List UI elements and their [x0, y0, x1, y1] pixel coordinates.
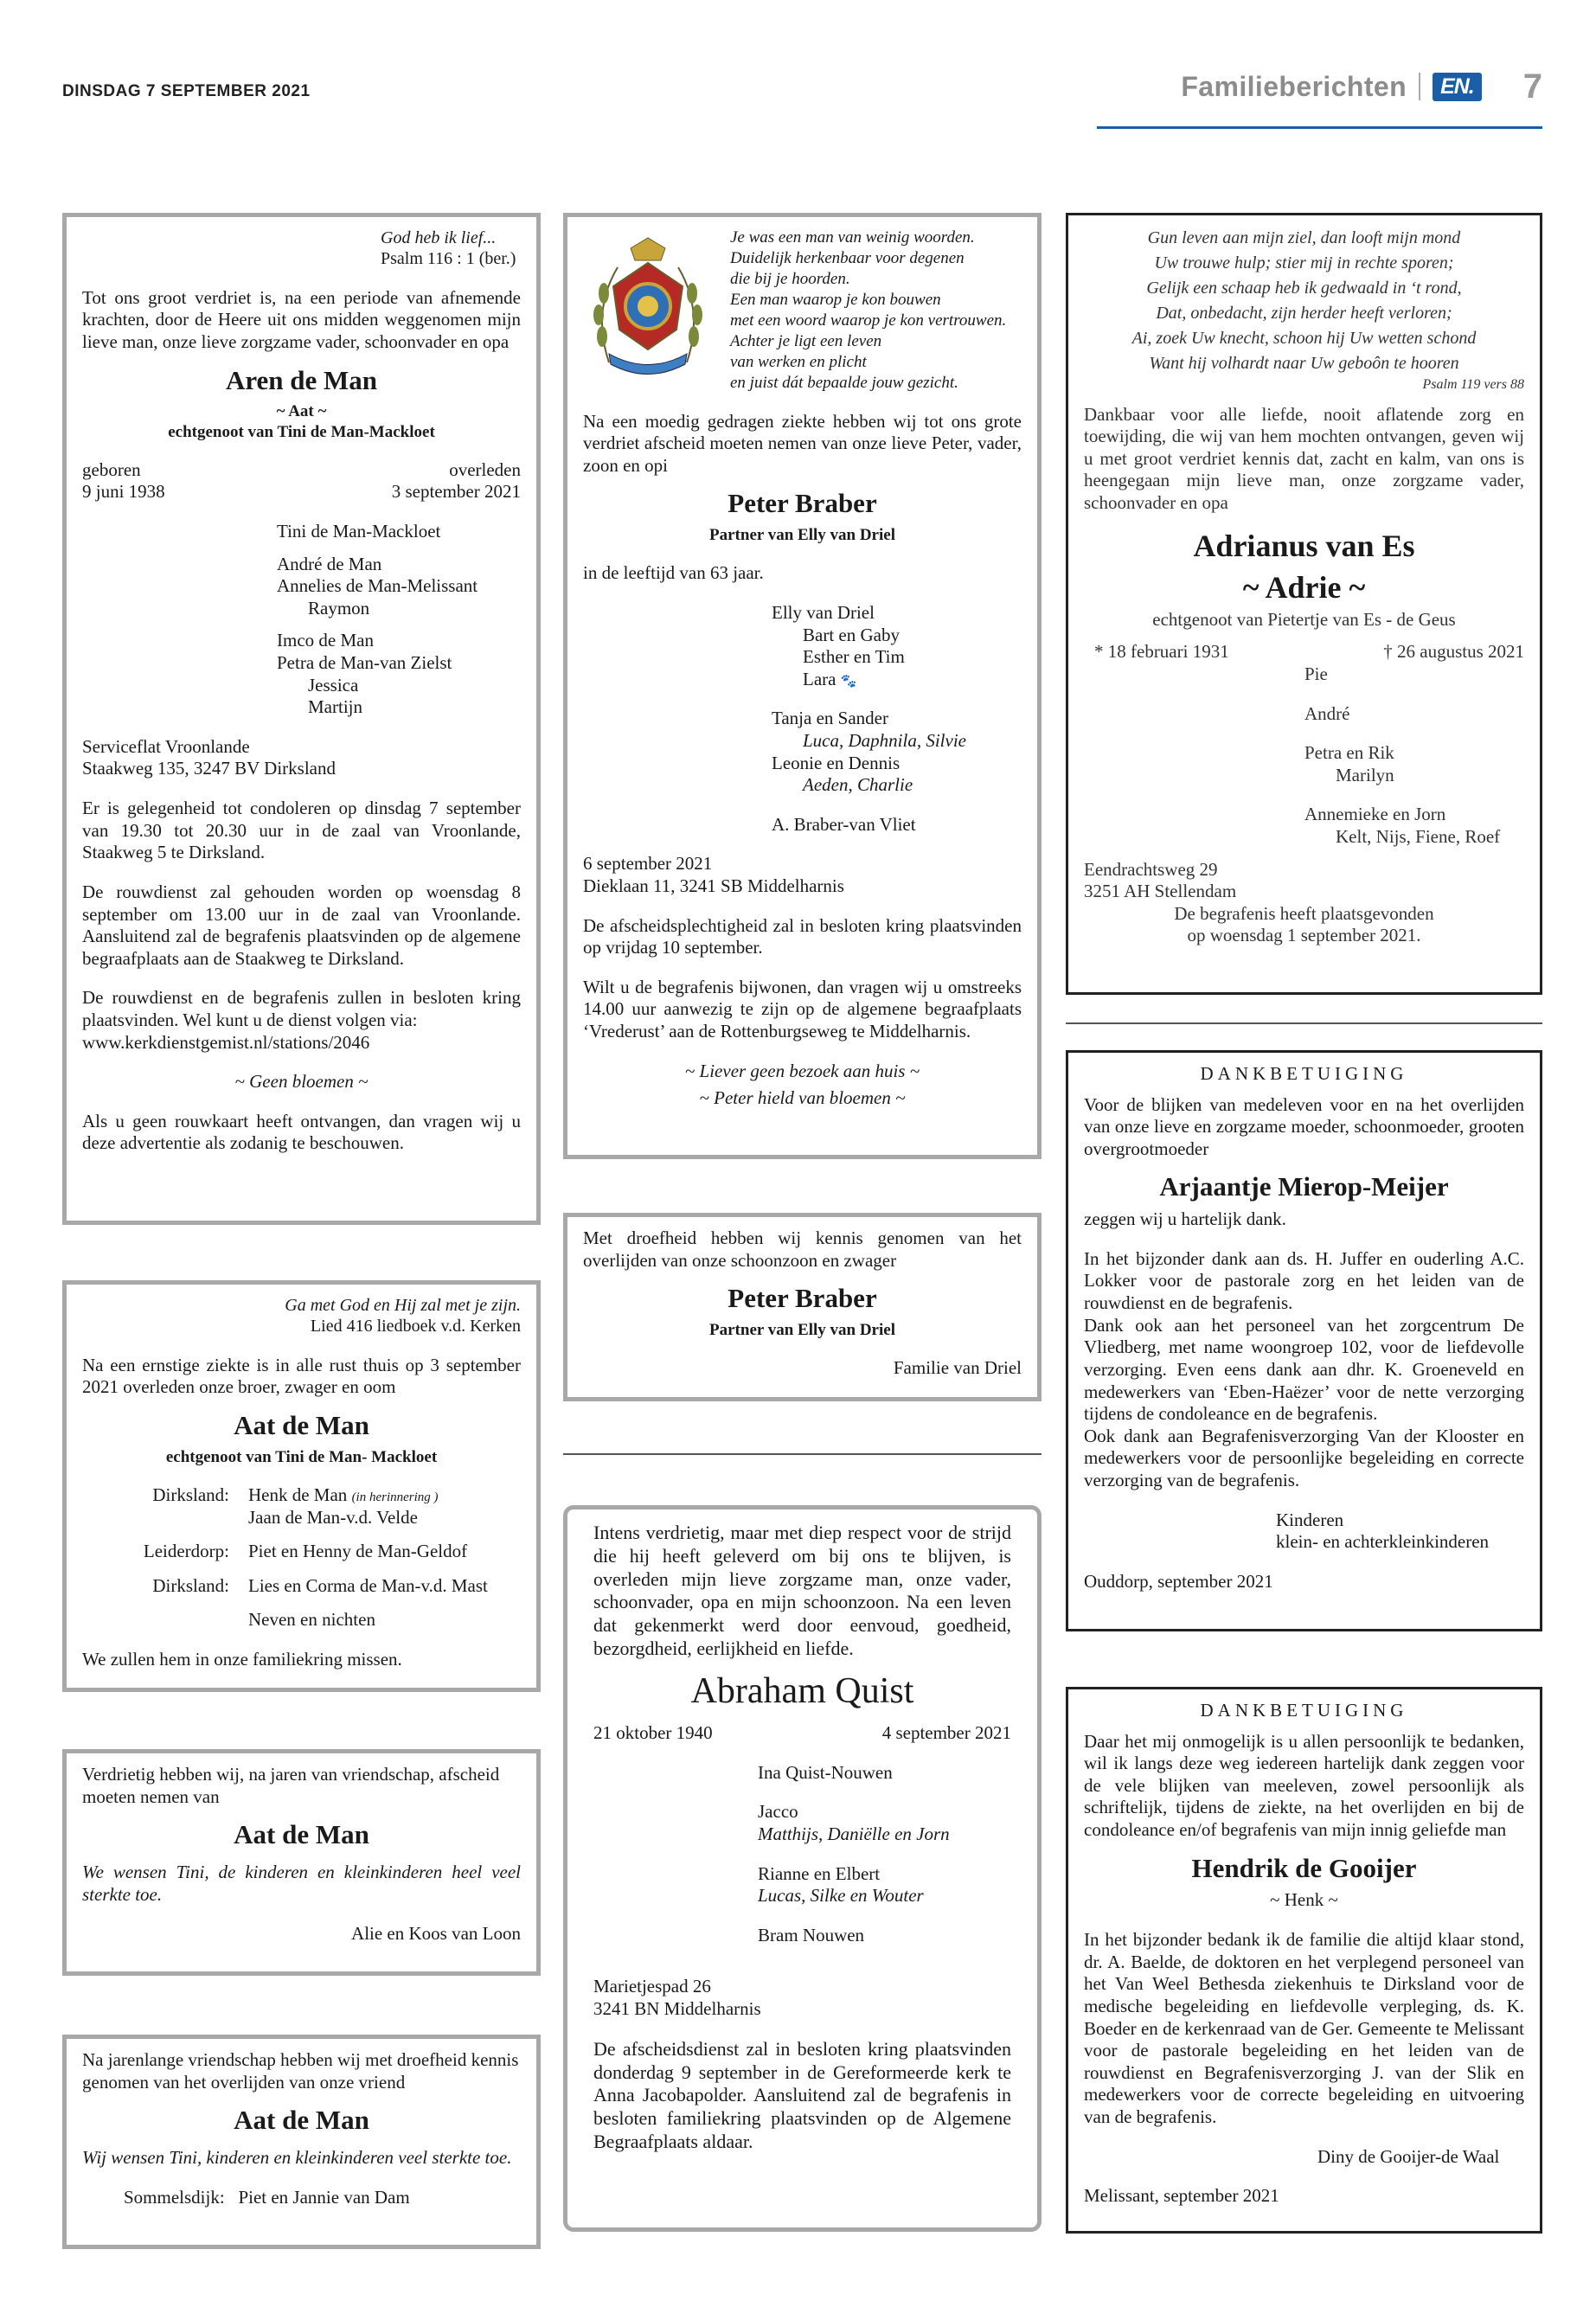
poem-line: Ga met God en Hij zal met je zijn.	[285, 1296, 521, 1315]
family-member: Annemieke en Jorn	[1304, 804, 1446, 825]
header-rule	[1097, 126, 1542, 129]
address-line: Eendrachtsweg 29	[1084, 858, 1218, 880]
family-member: Rianne en Elbert	[758, 1862, 881, 1884]
family-member: Tini de Man-Mackloet	[277, 520, 441, 542]
psalm-line: Want hij volhardt naar Uw geboôn te hooren	[1149, 354, 1459, 373]
ad-abraham-quist	[563, 1505, 1042, 2232]
ad-peter-braber-van-driel	[563, 1213, 1042, 1401]
poem-line: en juist dát bepaalde jouw gezicht.	[730, 373, 958, 392]
poem-line: van werken en plicht	[730, 352, 867, 371]
grandchildren: Lucas, Silke en Wouter	[758, 1885, 924, 1907]
intro: Na een ernstige ziekte is in alle rust thuis op 3 september 2021 overleden onze broer, zwager en oom	[82, 1354, 521, 1398]
relative: Jaan de Man-v.d. Velde	[248, 1506, 418, 1528]
poem-ref: Lied 416 liedboek v.d. Kerken	[310, 1317, 521, 1336]
thanks-paragraph: Ook dank aan Begrafenisverzorging Van der Klooster en medewerkers voor de persoonlijke begeleiding en correcte verzorging van de begrafenis.	[1084, 1425, 1524, 1490]
regimental-emblem-icon	[583, 233, 713, 380]
deceased-name: Arjaantje Mierop-Meijer	[1159, 1171, 1449, 1202]
partner-line: Partner van Elly van Driel	[709, 526, 895, 545]
ad-peter-braber	[563, 213, 1042, 1159]
address-line: Staakweg 135, 3247 BV Dirksland	[82, 758, 337, 779]
condolence-info: Er is gelegenheid tot condoleren op dinsdag 7 september van 19.30 tot 20.30 uur in de zaal van Vroonlande, Staakweg 5 te Dirksland.	[82, 798, 521, 863]
born-date: * 18 februari 1931	[1094, 641, 1229, 663]
closing: We zullen hem in onze familiekring missen.	[82, 1649, 402, 1670]
psalm-line: Gelijk een schaap heb ik gedwaald in ‘t rond,	[1146, 279, 1462, 298]
intro: Na een moedig gedragen ziekte hebben wij tot ons grote verdriet afscheid moeten nemen van onze lieve Peter, vader, zoon en opi	[583, 410, 1022, 476]
family-member: Pie	[1304, 663, 1328, 684]
intro: Intens verdrietig, maar met diep respect voor de strijd die hij heeft geleverd om bij ons te blijven, is overleden mijn lieve zorgzame man, onze vader, schoonvader, opa en mijn schoonzoon. Na een leven dat gekenmerkt werd door eenvoud, goedheid, bezorgdheid, eerlijkheid en liefde.	[593, 1522, 1011, 1660]
grandchild: Marilyn	[1336, 764, 1394, 785]
deceased-name: Peter Braber	[727, 1283, 877, 1314]
signature: Piet en Jannie van Dam	[238, 2186, 410, 2208]
service-info: De afscheidsdienst zal in besloten kring plaatsvinden donderdag 9 september in de Gereformeerde kerk te Anna Jacobapolder. Aansluitend zal de begrafenis in besloten familiekring plaatsvinden op de Algemene Begraafplaats aldaar.	[593, 2037, 1011, 2152]
burial-info: Wilt u de begrafenis bijwonen, dan vragen wij u omstreeks 14.00 uur aanwezig te zijn op de algemene begraafplaats ‘Vrederust’ aan de Rottenburgseweg te Middelharnis.	[583, 976, 1022, 1042]
issue-date: DINSDAG 7 SEPTEMBER 2021	[62, 82, 311, 100]
ad-adrianus-van-es	[1066, 213, 1542, 995]
thanks-paragraph: In het bijzonder bedank ik de familie die altijd klaar stond, dr. A. Baelde, de doktoren en het verplegend personeel van het Van Weel Bethesda ziekenhuis te Dirksland voor de medische begeleiding en liefdevolle verpleging, ds. K. Boeder en de kerkenraad van de Ger. Gemeente te Melissant voor de pastorale begeleiding en het leiden van de rouwdienst en Begrafenisverzorging J. van der Slik en medewerkers voor de correcte begeleiding en uitvoering van de begrafenis.	[1084, 1929, 1524, 2127]
place-date: Ouddorp, september 2021	[1084, 1570, 1273, 1592]
family-member: Tanja en Sander	[772, 708, 888, 729]
section-title: Familieberichten	[1181, 70, 1407, 102]
closing-line: ~ Liever geen bezoek aan huis ~	[684, 1060, 920, 1081]
thanks-paragraph: In het bijzonder dank aan ds. H. Juffer en ouderling A.C. Lokker voor de pastorale zorg en het leiden van de rouwdienst en de begrafenis.	[1084, 1247, 1524, 1314]
poem-line: Achter je ligt een leven	[730, 331, 882, 350]
divider	[563, 1453, 1042, 1455]
grandchild: Raymon	[308, 597, 370, 619]
en-logo: EN.	[1433, 73, 1482, 101]
child: Bart en Gaby	[803, 624, 900, 645]
date-line: 6 september 2021	[583, 853, 713, 875]
address-line: Marietjespad 26	[593, 1976, 711, 1997]
thanks-paragraph: Dank ook aan het personeel van het zorgcentrum De Vliedberg, met name woongroep 102, voor de liefdevolle verzorging. Even eens dank aan dhr. K. Groeneveld en medewerkers van ‘Eben-Haëzer’ voor de nette verzorging tijdens de condoleance en de begrafenis.	[1084, 1314, 1524, 1425]
spouse-line: echtgenoot van Tini de Man-Mackloet	[168, 422, 435, 441]
deceased-name: Aat de Man	[234, 2105, 369, 2136]
flowers-note: ~ Geen bloemen ~	[234, 1071, 369, 1093]
poem-line: God heb ik lief...	[381, 228, 497, 247]
born-date: 21 oktober 1940	[593, 1722, 713, 1744]
place-date: Melissant, september 2021	[1084, 2185, 1279, 2207]
address-line: 3241 BN Middelharnis	[593, 1998, 761, 2020]
family-member: Petra de Man-van Zielst	[277, 652, 452, 674]
signature: Kinderen	[1276, 1509, 1344, 1530]
signature-place: Sommelsdijk:	[124, 2186, 225, 2208]
place: Dirksland:	[152, 1484, 229, 1505]
family-member: André	[1304, 702, 1350, 724]
age-line: in de leeftijd van 63 jaar.	[583, 562, 764, 584]
mother: A. Braber-van Vliet	[772, 813, 916, 835]
divider	[1066, 1022, 1542, 1024]
intro: Verdrietig hebben wij, na jaren van vriendschap, afscheid moeten nemen van	[82, 1764, 500, 1807]
ad-dankbetuiging-de-gooijer	[1066, 1687, 1542, 2234]
pet: Lara	[803, 668, 836, 689]
family-member: André de Man	[277, 553, 382, 574]
deceased-name: Aren de Man	[225, 364, 378, 395]
died-date: 3 september 2021	[391, 481, 521, 503]
poem-line: Duidelijk herkenbaar voor degenen	[730, 248, 965, 267]
born-date: 9 juni 1938	[82, 481, 165, 503]
intro: Tot ons groot verdriet is, na een periode van afnemende krachten, door de Heere uit ons midden weggenomen mijn lieve man, onze lieve zorgzame vader, schoonvader en opa	[82, 286, 521, 352]
paw-icon: 🐾	[840, 674, 857, 689]
poem-ref: Psalm 116 : 1 (ber.)	[381, 249, 516, 269]
psalm-line: Gun leven aan mijn ziel, dan looft mijn mond	[1147, 228, 1461, 247]
psalm-line: Dat, onbedacht, zijn herder heeft verloren;	[1156, 304, 1452, 323]
relative: Piet en Henny de Man-Geldof	[248, 1541, 468, 1562]
deceased-name: Hendrik de Gooijer	[1191, 1852, 1417, 1883]
family-member: Imco de Man	[277, 630, 374, 651]
closing-line: ~ Peter hield van bloemen ~	[699, 1087, 906, 1109]
memorial-note: (in herinnering )	[351, 1490, 439, 1504]
deceased-name: Peter Braber	[727, 488, 877, 519]
died-date: 4 september 2021	[881, 1722, 1011, 1744]
page-number: 7	[1522, 67, 1542, 106]
ad-aat-de-man-van-loon	[62, 1749, 541, 1976]
deceased-name: Aat de Man	[234, 1819, 369, 1850]
closing-line: De begrafenis heeft plaatsgevonden	[1174, 902, 1434, 924]
wish: Wij wensen Tini, kinderen en kleinkinderen veel sterkte toe.	[82, 2147, 512, 2169]
psalm-ref: Psalm 119 vers 88	[1422, 377, 1524, 392]
address-line: 3251 AH Stellendam	[1084, 881, 1237, 902]
psalm-line: Uw trouwe hulp; stier mij in rechte sporen;	[1154, 253, 1454, 272]
born-label: geboren	[82, 458, 141, 480]
address-line: Serviceflat Vroonlande	[82, 735, 250, 757]
died-date: † 26 augustus 2021	[1383, 641, 1524, 663]
closing-line: op woensdag 1 september 2021.	[1187, 925, 1421, 946]
address-line: Dieklaan 11, 3241 SB Middelharnis	[583, 875, 844, 897]
family-member: Leonie en Dennis	[772, 752, 901, 773]
signature: klein- en achterkleinkinderen	[1276, 1531, 1490, 1553]
page-header	[1181, 66, 1542, 108]
deceased-name: Aat de Man	[234, 1410, 369, 1440]
place	[82, 1609, 229, 1631]
private-service-info: De rouwdienst en de begrafenis zullen in besloten kring plaatsvinden. Wel kunt u de dienst volgen via:	[82, 987, 521, 1030]
partner-line: Partner van Elly van Driel	[709, 1321, 895, 1340]
thanks-line: zeggen wij u hartelijk dank.	[1084, 1208, 1286, 1230]
grandchildren: Kelt, Nijs, Fiene, Roef	[1336, 826, 1501, 848]
intro: Voor de blijken van medeleven voor en na het overlijden van onze lieve en zorgzame moeder, schoonmoeder, grooten overgrootmoeder	[1084, 1093, 1524, 1159]
died-label: overleden	[449, 458, 521, 480]
family-member: Jacco	[758, 1801, 798, 1823]
header-divider	[1419, 73, 1420, 100]
poem-line: Je was een man van weinig woorden.	[730, 228, 975, 247]
family-member: Annelies de Man-Melissant	[277, 575, 478, 597]
thanks-heading: DANKBETUIGING	[1200, 1700, 1408, 1721]
place: Dirksland:	[152, 1574, 229, 1596]
intro: Na jarenlange vriendschap hebben wij met droefheid kennis genomen van het overlijden van onze vriend	[82, 2049, 519, 2093]
poem-line: Een man waarop je kon bouwen	[730, 290, 941, 309]
poem-line: met een woord waarop je kon vertrouwen.	[730, 311, 1007, 330]
relative: Lies en Corma de Man-v.d. Mast	[248, 1574, 488, 1596]
ad-dankbetuiging-mierop-meijer	[1066, 1050, 1542, 1631]
intro: Met droefheid hebben wij kennis genomen van het overlijden van onze schoonzoon en zwager	[583, 1227, 1022, 1271]
poem-line: die bij je hoorden.	[730, 269, 850, 288]
family-member: Ina Quist-Nouwen	[758, 1761, 893, 1783]
grandchildren: Aeden, Charlie	[803, 774, 913, 796]
deceased-name: Abraham Quist	[690, 1670, 914, 1711]
family-member: Petra en Rik	[1304, 742, 1394, 764]
farewell-info: De afscheidsplechtigheid zal in besloten kring plaatsvinden op vrijdag 10 september.	[583, 914, 1022, 958]
signature: Diny de Gooijer-de Waal	[1317, 2145, 1500, 2167]
ad-aat-de-man-family	[62, 1280, 541, 1692]
thanks-heading: DANKBETUIGING	[1200, 1063, 1408, 1084]
signature: Familie van Driel	[893, 1357, 1022, 1379]
grandchild: Martijn	[308, 696, 362, 718]
psalm-line: Ai, zoek Uw knecht, schoon hij Uw wetten schond	[1131, 329, 1477, 348]
wish: We wensen Tini, de kinderen en kleinkinderen heel veel sterkte toe.	[82, 1862, 521, 1905]
grandchildren: Luca, Daphnila, Silvie	[803, 729, 966, 751]
spouse-line: echtgenoot van Tini de Man- Mackloet	[165, 1447, 438, 1466]
spouse-line: echtgenoot van Pietertje van Es - de Geus	[1152, 608, 1456, 630]
deceased-name: Adrianus van Es	[1193, 528, 1415, 563]
nickname: ~ Aat ~	[276, 402, 327, 421]
family-member: Bram Nouwen	[758, 1924, 865, 1945]
ad-aren-de-man	[62, 213, 541, 1225]
child: Esther en Tim	[803, 646, 905, 668]
nickname: ~ Henk ~	[1270, 1889, 1338, 1911]
livestream-url: www.kerkdienstgemist.nl/stations/2046	[82, 1031, 370, 1053]
service-info: De rouwdienst zal gehouden worden op woensdag 8 september om 13.00 uur in de zaal van Vroonlande. Aansluitend zal de begrafenis plaatsvinden op de algemene begraafplaats aan de Staakweg te Dirksland.	[82, 881, 521, 969]
ad-aat-de-man-van-dam	[62, 2035, 541, 2249]
relative: Henk de Man	[248, 1484, 348, 1505]
intro: Dankbaar voor alle liefde, nooit aflatende zorg en toewijding, die wij van hem mochten ontvangen, geven wij u met groot verdriet kennis dat, zacht en kalm, van ons is heengegaan mijn lieve man, onze zorgzame vader, schoonvader en opa	[1084, 403, 1524, 513]
grandchildren: Matthijs, Daniëlle en Jorn	[758, 1823, 950, 1845]
place: Leiderdorp:	[143, 1541, 229, 1562]
grandchild: Jessica	[308, 674, 359, 695]
signature: Alie en Koos van Loon	[351, 1923, 521, 1945]
family-member: Elly van Driel	[772, 601, 875, 623]
nickname: ~ Adrie ~	[1242, 570, 1366, 606]
intro: Daar het mij onmogelijk is u allen persoonlijk te bedanken, wil ik langs deze weg iedereen hartelijk dank zeggen voor de vele blijken van meeleven, zowel persoonlijk als schriftelijk, tijdens de ziekte, na het overlijden en bij de condoleance en/of begrafenis van mijn innig geliefde man	[1084, 1730, 1524, 1841]
relative: Neven en nichten	[248, 1609, 375, 1631]
card-note: Als u geen rouwkaart heeft ontvangen, dan vragen wij u deze advertentie als zodanig te beschouwen.	[82, 1110, 521, 1154]
